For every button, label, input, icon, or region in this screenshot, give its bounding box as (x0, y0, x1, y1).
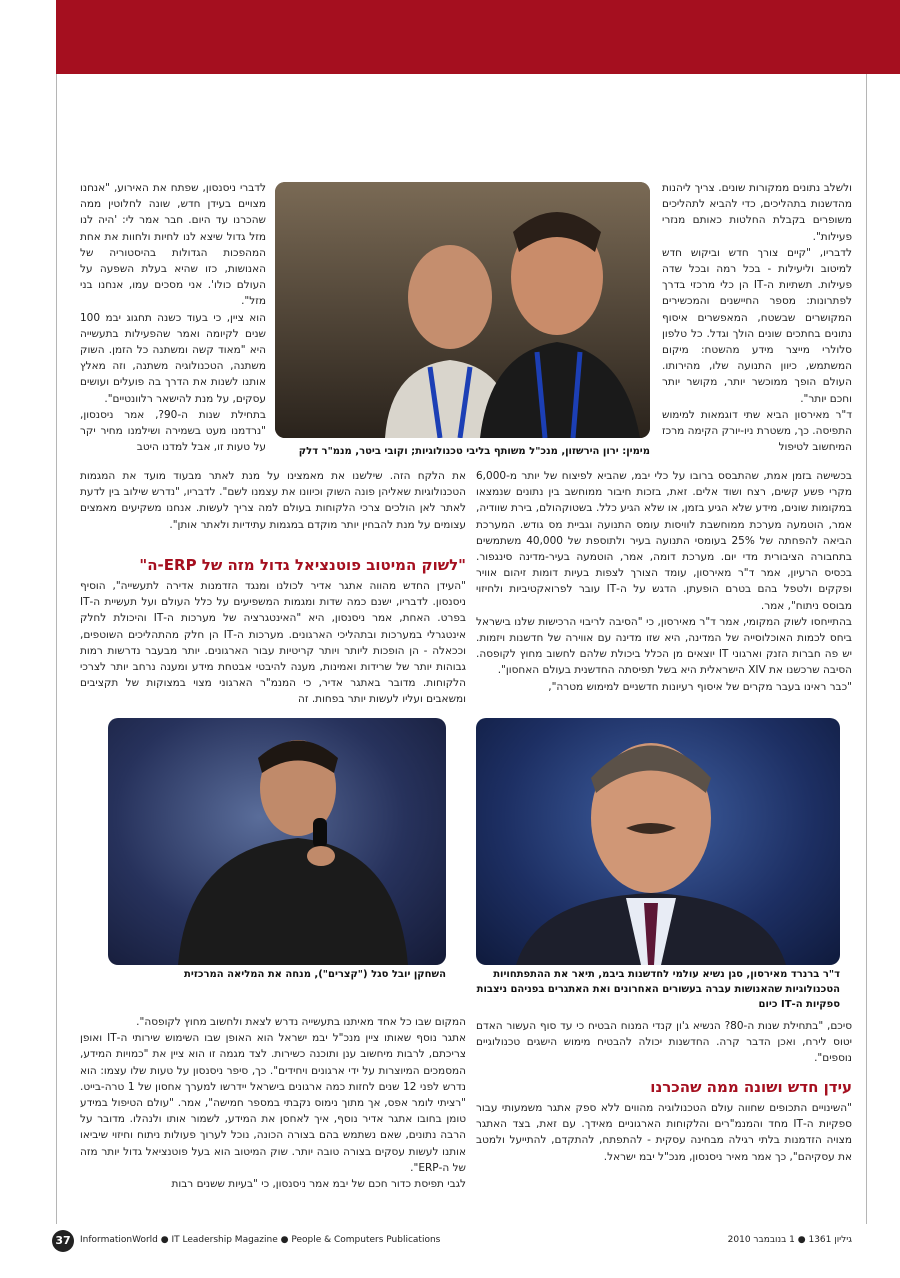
photo-bernard-meyerson (476, 718, 840, 965)
photo-two-men (275, 182, 650, 438)
section-heading-dream: עידן חדש ושונה ממה שהכרנו (650, 1078, 852, 1096)
article-column-left-bottom: המקום שבו כל אחד מאיתנו בתעשייה נדרש לצאת ולחשוב מחוץ לקופסה". אתגר נוסף שאותו ציין מנכ"ל יבמ ישראל הוא האופן שבו השימוש שירותי ה-IT ואופן צריכתם, לרבות מיחשוב ענן ותוכנה כשירות. לצד מגמה זו הוא ציין את "כמויות המידע, המסמכים המיוצרות על ידי ארגונים ויחידים". כך, סיפר ניסנסון על טעות שלו עצמו: הוא נדרש לפני 12 שנים לחזות כמה ארגונים בישראל יידרשו למערך אחסון של 1 טרה-בייט. "רציתי לומר אפס, אך מתוך נימוס נקבתי במספר חמישה", אמר. "עולם הטיפול במידע טומן בחובו אתגר אדיר נוסף, איך לאחסן את המידע, לשמור אותו ולנהלו. מדובר על הרבה נתונים, שאם נשתמש בהם בצורה הכונה, נוכל לערוך פעולות ניתוח וחיזוי שיביאו אותנו לעשות עסקים בצורה טובה יותר. שוק המיטוב הוא בעל פוטנציאל גדול יותר מזה של ה-ERP". לגבי תפיסת כדור חכם של יבמ אמר ניסנסון, כי "בעיות ששנים רבות (80, 1016, 466, 1191)
photo-two-men-art (275, 182, 650, 438)
header-gap (0, 0, 56, 74)
photo3-caption: ד"ר ברנרד מאירסון, סגן נשיא עולמי לחדשנות ביבמ, תיאר את ההתפתחויות הטכנולוגיות שהאנושות עברה בעשורים האחרונים ואת האתגרים בפניהם ניצבות ספקיות ה-IT כיום (476, 969, 840, 1010)
header-bar (0, 0, 900, 74)
page-number: 37 (52, 1230, 74, 1252)
left-rule (56, 74, 57, 1224)
article-column-right-top: ולשלב נתונים ממקורות שונים. צריך ליהנות מהדשנות בתהליכים, כדי להביא לתהליכים משופרים בקבלת החלטות כאותם מנזרי פעילות". לדבריו, "קיים צורך חדש וביקוש חדש למיטוב וליעילות - בכל רמה ובכל שדה פעילות. תשתיות ה-IT הן כלי מרכזי בדרך לפתרונות: מספר החיישנים והמכשירים המקושרים שבשטח, המאפשרים איסוף נתונים בחתכים שונים הולך וגדל. כל טלפון סלולרי מייצר מידע מהשטח: מיקום המשתמש, כיוון התנועה שלו, מהירותו. העולם הופך ממוכשר יותר, מקושר יותר וחכם יותר". ד"ר מאירסון הביא שתי דוגמאות למימוש התפיסה. כך, משטרת ניו-יורק הקימה מרכז המיחשוב לטיפול (662, 182, 852, 454)
footer-publications: InformationWorld ● IT Leadership Magazine ● People & Computers Publications (80, 1235, 441, 1245)
photo-bernard-meyerson-art (476, 718, 840, 965)
article-column-middle-left: את הלקח הזה. שילשנו את מאמצינו על מנת לאתר מבעוד מועד את המגמות הטכנולוגיות שאליהן פונה השוק וכיוונו את עצמנו לשם". לדבריו, "נדרש שילוב בין לדעת לאתר לאן הולכים צרכי הלקוחות בעולם למה צריך לעשות. אנחנו משקיעים מאמצים עצומים על מנת להבחין יותר מוקדם במגמות עתידיות ולאתר אותן". (80, 470, 466, 531)
photo2-caption: השחקן יובל סגל ("קצרים"), מנחה את המליאה המרכזית (184, 969, 446, 980)
article-dream-body: "השינויים התכופים שחווה עולם הטכנולוגיה מהווים ללא ספק אתגר משמעותי עבור ספקיות ה-IT מחד והמנמ"רים והלקוחות הארגוניים מאידך. עם זאת, בצד האתגר מצויה הזדמנות בלתי רגילה מבחינה עסקית - להתפתח, להתקדם, להתייעל ולמטב את עסקיהם", כך אמר מאיר ניסנסון, מנכ"ל יבמ ישראל. (476, 1102, 852, 1163)
page-footer (52, 1230, 852, 1250)
article-column-left-top: לדברי ניסנסון, שפתח את האירוע, "אנחנו מצויים בעידן חדש, שונה לחלוטין ממה שהכרנו עד היום. חבר אמר לי: 'היה לנו מזל גדול שיצא לנו לחיות ולחוות את אחת המהפכות הגדולות בהיסטוריה של האנושות, כזו שהיא בעלת השפעה על העולם כולו'. אני מסכים עמו, אנחנו בני מזל". הוא ציין, כי בעוד כשנה תחגוג יבמ 100 שנים לקיומה ואמר שהפעילות בתעשייה היא "מאוד קשה ומשתנה כל הזמן. השוק משתנה, הטכנולוגיה משתנה, וזה מאלץ אותנו לשנות את הדרך בה פועלים ועושים עסקים, על מנת להישאר רלוונטיים". בתחילת שנות ה-90?, אמר ניסנסון, "נרדמנו מעט בשמירה ושילמנו מחיר יקר על טעות זו, אבל למדנו היטב (80, 182, 266, 454)
photo-host-actor (108, 718, 446, 965)
section-heading-erp: "לשוק המיטוב פוטנציאל גדול מזה של ERP-ה" (139, 556, 466, 574)
article-erp-body: "העידן החדש מהווה אתגר אדיר לכולנו ומנגד הזדמנות אדירה לתעשייה", הוסיף ניסנסון. לדבריו, ישנם כמה שדות ומגמות המשפיעים על כלל העולם ועל תעשיית ה-IT בפרט. האחת, אמר ניסנסון, היא "האינטגרציה של מערכות ה-IT והיכולת לחלק אינטגרלי במערכות ובתהליכי הארגונים. מערכות ה-IT הן חלק מהתהליכים השוטפים, וככאלה - הן הופכות ליותר ויותר קריטיות עבור הארגונים. יותר מבעבר נדרשות רמות גבוהות יותר של שרידות ואמינות, מענה להיבטי אבטחת מידע ומענה נרחב יותר לצרכי הלקוחות. מדובר באתגר אדיר, כי המנמ"ר הארגוני מצוי במצוקות של תקציבים ומשאבים ועליו לעשות יותר בפחות. זה (80, 580, 466, 706)
photo-host-actor-art (108, 718, 446, 965)
photo1-caption: מימין: ירון הירשזון, מנכ"ל משותף בליבי טכנולוגיות; וקובי ביטר, מנמ"ר דלק (298, 446, 650, 457)
article-column-middle-right: בכשישה בזמן אמת, שהתבסס ברובו על כלי יבמ, שהביא לפיצוח של יותר מ-6,000 מקרי פשע קשים, רצח ושוד אלים. זאת, בזכות חיבור ממוחשב בין נתונים שנמצאו במקומות שונים, מידע שלא הגיע בזמן, או שלא הגיע כלל. בשטוקהולם, בירת שוודיה, אמר, הוטמעה מערכת ממוחשבת לוויסות עומס התנועה וגביית מס גודש. המערכת הביאה להפחתה של 25% בעומסי התנועה בעיר ולתוספת של 40,000 משתמשים בתחבורה הציבורית מדי יום. מערכת דומה, אמר, הוטמעה בעיר-מדינה סינגפור. בכסיס הרעיון, אמר ד"ר מאירסון, עומד הצורך לצפות בעיות דומות זיהום אוויר ופקקים ולטפל בהם בטרם הופעתן. הדגש על ה-IT עובר לפרואקטיביות ולחיזוי מבוסס ניתוח", אמר. בהתייחסו לשוק המקומי, אמר ד"ר מאירסון, כי "הסיבה לריבוי הרכישות שלנו בישראל ביחס לכמות האוכלוסייה של המדינה, היא שזו מדינה עם אווירה של חדשנות ויזמות. יש פה חברות הזנק וארגוני IT יוצאים מן הכלל ביכולת שלהם לחשוב מחוץ לקופסה. הסיבה שרכשנו את XIV הישראלית היא בשל תפיסתה החדשנית בעולם האחסון". "כבר ראינו בעבר מקרים של איסוף רעיונות חדשניים למימוש מטרה", (476, 470, 852, 693)
right-rule (866, 74, 867, 1224)
footer-issue: גיליון 1361 ● 1 בנובמבר 2010 (727, 1235, 852, 1245)
article-column-right-bottom: סיכם, "בתחילת שנות ה-80? הנשיא ג'ון קנדי המנוח הבטיח כי עד סוף העשור האדם יטוס לירח, ואכן הדבר קרה. החדשנות יכולה להבטיח מימוש הישגים טכנולוגיים נוספים". (476, 1020, 852, 1065)
